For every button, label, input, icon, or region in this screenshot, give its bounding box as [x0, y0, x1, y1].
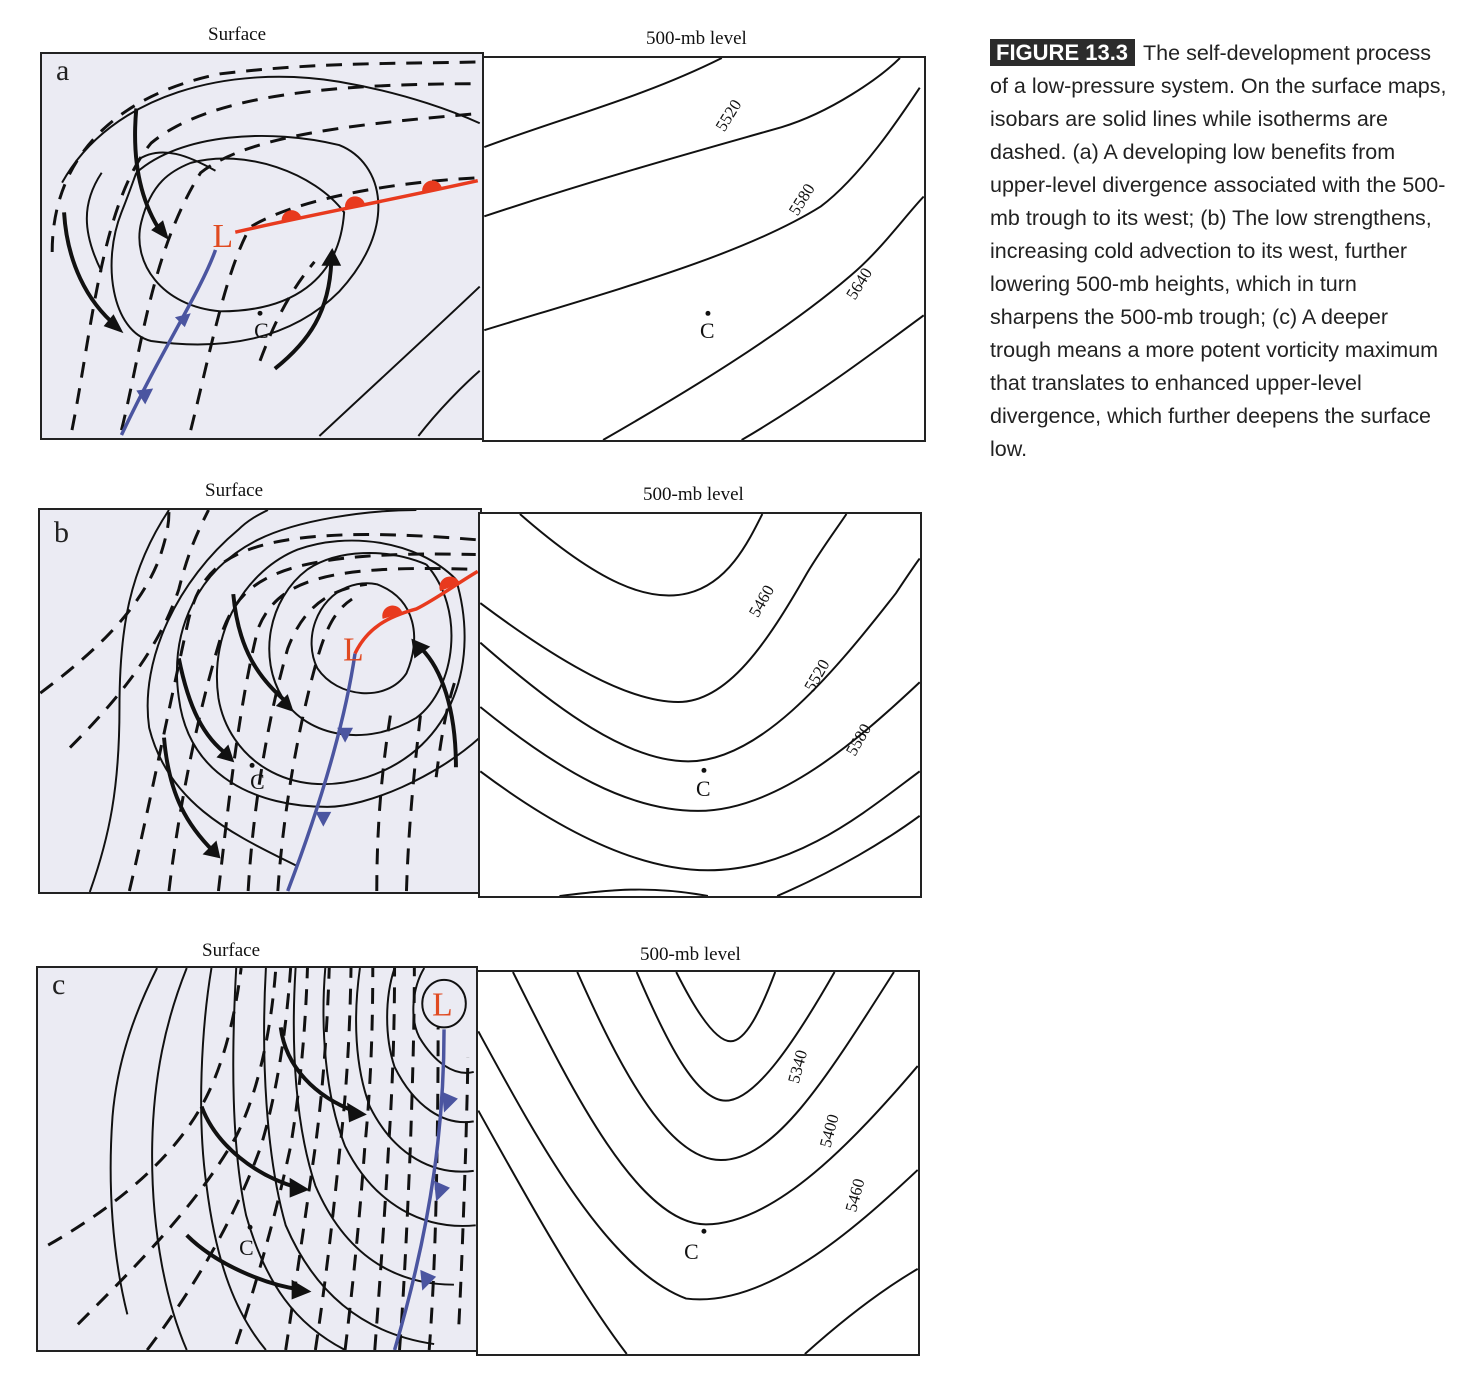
isotherms — [52, 62, 480, 430]
height-label-1: 5340 — [784, 1047, 812, 1086]
height-label-2: 5400 — [815, 1112, 843, 1150]
low-pressure-label: L — [212, 217, 234, 255]
panel-a-letter: a — [56, 54, 70, 87]
isotherms — [40, 510, 475, 891]
panel-c-surface-map — [36, 966, 478, 1352]
isobars — [62, 77, 480, 436]
figure-number: FIGURE 13.3 — [990, 39, 1135, 66]
panel-b-upper-title: 500-mb level — [643, 484, 744, 505]
warm-front — [235, 180, 477, 232]
panel-b-letter: b — [54, 516, 69, 549]
cold-front — [395, 1029, 458, 1350]
panel-c-500mb-map — [476, 970, 920, 1356]
height-label-1: 5520 — [711, 96, 746, 135]
height-label-3: 5580 — [841, 720, 876, 759]
panel-a-upper-title: 500-mb level — [646, 28, 747, 49]
upper-vorticity-center: C — [696, 777, 711, 802]
height-contours — [484, 58, 923, 440]
panel-c-surface-title: Surface — [202, 940, 261, 961]
cold-front — [121, 250, 215, 435]
surface-vorticity-center: C — [250, 770, 265, 795]
height-contours — [478, 972, 917, 1354]
low-pressure-label: L — [432, 986, 453, 1024]
panel-b-surface-map — [38, 508, 482, 894]
panel-a-500mb-map — [482, 56, 926, 442]
height-contours — [480, 514, 919, 896]
height-label-3: 5460 — [841, 1176, 869, 1214]
height-label-1: 5460 — [744, 581, 779, 621]
upper-vorticity-center: C — [684, 1239, 699, 1264]
low-pressure-label: L — [343, 631, 364, 669]
surface-vorticity-center: C — [239, 1235, 254, 1260]
panel-b-500mb-map — [478, 512, 922, 898]
panel-a-surface-title: Surface — [208, 24, 267, 45]
caption-text: The self-development process of a low-pressure system. On the surface maps, isobars are solid lines while isotherms are dashed. (a) A developing low benefits from upper-level divergence associated with the 500-mb trough to its west; (b) The low strengthens, increasing cold advection to its west, further lowering 500-mb heights, which in turn sharpens the 500-mb trough; (c) A deeper trough means a more potent vorticity maximum that translates to enhanced upper-level divergence, which further deepens the surface low. — [990, 41, 1447, 461]
height-label-3: 5640 — [842, 264, 877, 303]
surface-vorticity-center: C — [254, 319, 269, 344]
height-label-2: 5520 — [800, 655, 834, 695]
panel-a-surface-map — [40, 52, 484, 440]
flow-arrows — [164, 594, 456, 858]
panel-c-letter: c — [52, 968, 66, 1001]
flow-arrows — [64, 108, 341, 368]
panel-c-upper-title: 500-mb level — [640, 944, 741, 965]
upper-vorticity-center: C — [700, 319, 715, 344]
panel-b-surface-title: Surface — [205, 480, 264, 501]
figure-caption — [990, 36, 1450, 466]
height-label-2: 5580 — [784, 180, 819, 219]
